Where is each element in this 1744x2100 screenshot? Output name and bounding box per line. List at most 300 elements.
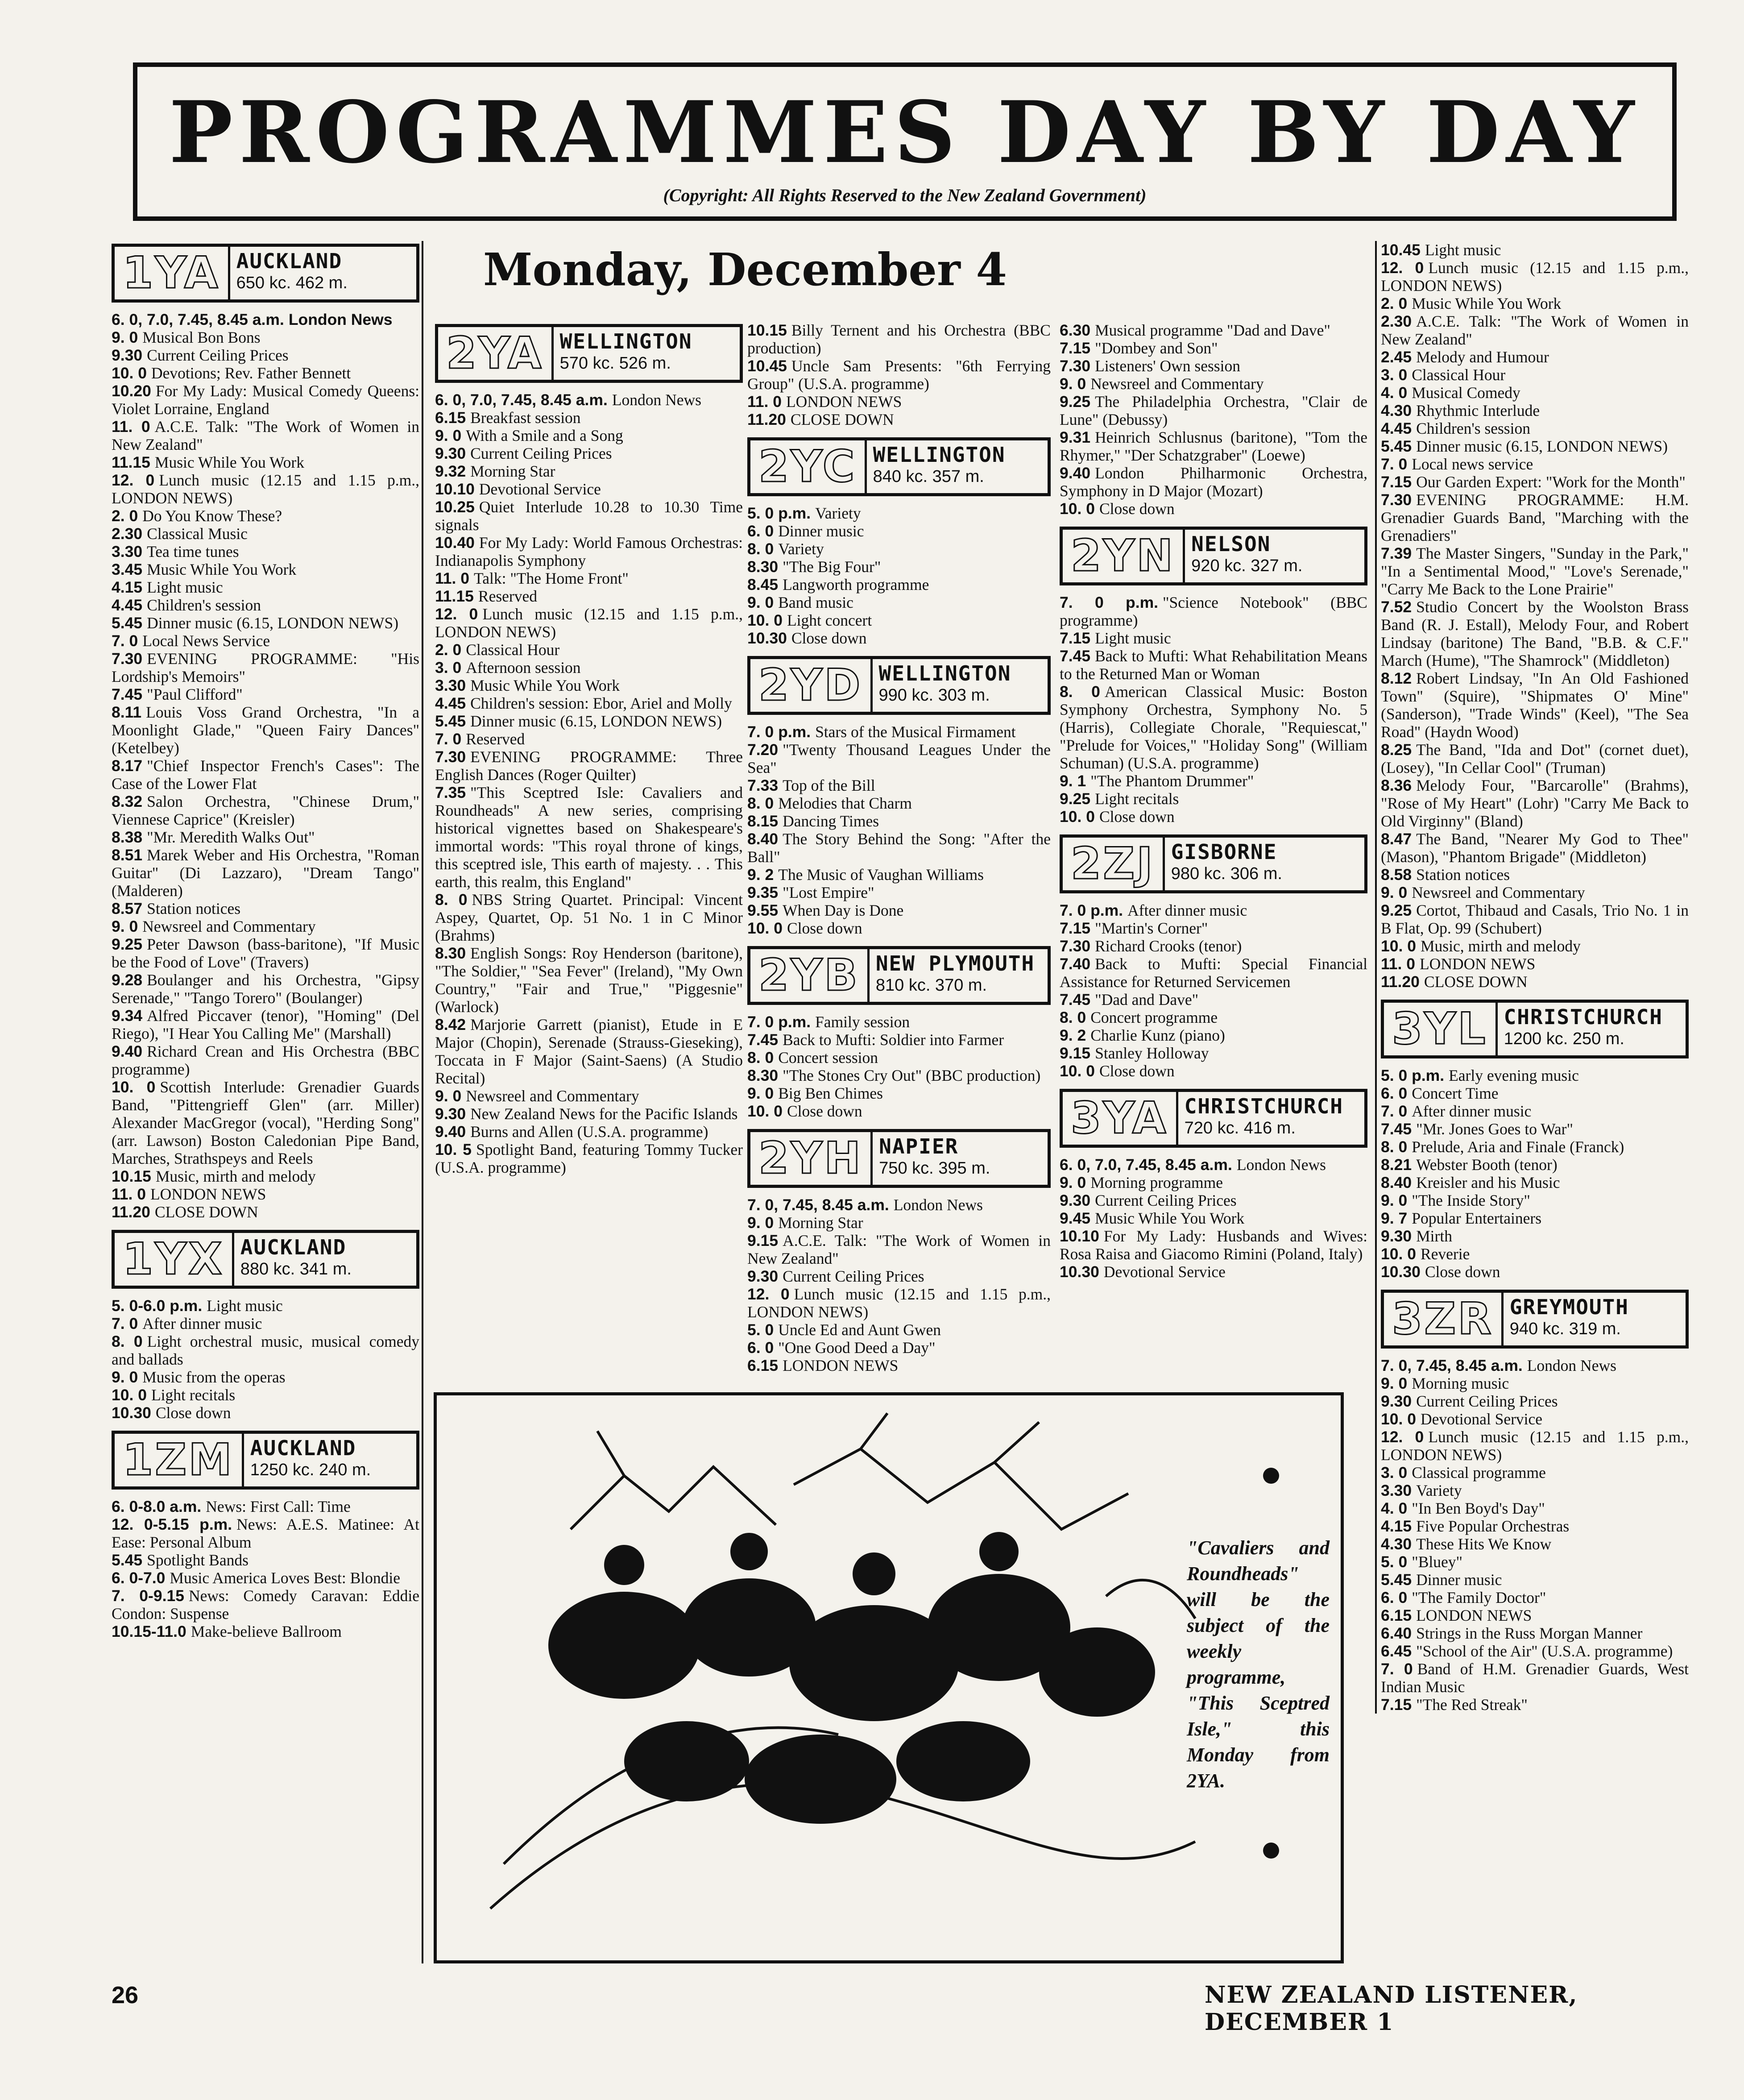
- programme-description: Rhythmic Interlude: [1416, 402, 1540, 419]
- programme-time: 8.40: [1381, 1174, 1412, 1191]
- programme-entry: [747, 629, 1051, 647]
- programme-time: 7.35: [435, 784, 466, 801]
- programme-entry: [1060, 772, 1367, 790]
- programme-description: American Classical Music: Boston Symphony Orchestra, Symphony No. 5 (Harris), Collegiate Chorale, "Requiescat," "Prelude for Voices," "Holiday Song" (William Schuman) (U.S.A. programme): [1060, 683, 1367, 772]
- programme-description: News: First Call: Time: [206, 1498, 351, 1515]
- programme-entry: [1381, 1571, 1689, 1589]
- programme-time: 11.20: [1381, 973, 1420, 991]
- programme-description: Light recitals: [1095, 790, 1179, 808]
- programme-entry: [1060, 321, 1367, 339]
- programme-time: 8.40: [747, 830, 779, 848]
- programme-time: 10.45: [1381, 241, 1421, 259]
- page-number: 26: [112, 1982, 139, 2009]
- programme-time: 9. 0: [435, 427, 462, 444]
- station-info: [230, 247, 416, 299]
- programme-time: 10.20: [112, 382, 151, 400]
- programme-entry: [1060, 1026, 1367, 1044]
- programme-entry: [1381, 491, 1689, 544]
- programme-entry: [435, 587, 743, 605]
- programme-time: 3. 0: [1381, 366, 1408, 384]
- programme-time: 9. 0: [1060, 375, 1086, 393]
- programme-entry: [1060, 901, 1367, 919]
- programme-entry: [1381, 455, 1689, 473]
- station-frequency: 880 kc. 341 m.: [240, 1260, 352, 1278]
- programme-entry: [1381, 402, 1689, 419]
- programme-time: 6.15: [1381, 1606, 1412, 1624]
- programme-time: 12. 0: [747, 1285, 790, 1303]
- programme-description: London News: [612, 391, 701, 409]
- programme-time: 8.36: [1381, 776, 1412, 794]
- programme-time: 5.45: [112, 1551, 143, 1569]
- programme-entry: [747, 1267, 1051, 1285]
- station-header: [747, 437, 1051, 496]
- programme-description: "Martin's Corner": [1095, 919, 1208, 937]
- programme-entry: [1381, 1156, 1689, 1174]
- station-frequency: 750 kc. 395 m.: [879, 1159, 990, 1178]
- programme-description: Newsreel and Commentary: [1090, 375, 1264, 393]
- programme-entry: [112, 328, 419, 346]
- programme-entry: [112, 632, 419, 650]
- programme-description: Back to Mufti: What Rehabilitation Means to the Returned Man or Woman: [1060, 647, 1367, 683]
- programme-entry: [112, 917, 419, 935]
- programme-entry: [1381, 1245, 1689, 1263]
- programme-entry: [112, 1368, 419, 1386]
- programme-description: Boulanger and his Orchestra, "Gipsy Serenade," "Tango Torero" (Boulanger): [112, 971, 419, 1007]
- programme-description: Morning Star: [470, 462, 555, 480]
- station-block: [747, 946, 1051, 1126]
- programme-time: 10.40: [435, 534, 475, 552]
- programme-description: A.C.E. Talk: "The Work of Women in New Zealand": [1381, 312, 1689, 348]
- programme-entry: [112, 935, 419, 971]
- station-frequency: 980 kc. 306 m.: [1171, 864, 1282, 883]
- programme-description: A.C.E. Talk: "The Work of Women in New Zealand": [112, 418, 420, 453]
- programme-description: Charlie Kunz (piano): [1090, 1026, 1225, 1044]
- programme-description: Musical programme "Dad and Dave": [1095, 321, 1330, 339]
- programme-description: Stanley Holloway: [1095, 1044, 1209, 1062]
- programme-entry: [1381, 830, 1689, 866]
- programme-time: 4.30: [1381, 402, 1412, 419]
- programme-time: 8.58: [1381, 866, 1412, 884]
- spacer: [747, 428, 1051, 435]
- programme-time: 9.40: [1060, 464, 1091, 482]
- programme-entry: [1381, 384, 1689, 402]
- programme-time: 9. 0: [1381, 1374, 1408, 1392]
- programme-entry: [1381, 866, 1689, 884]
- programme-entry: [747, 1285, 1051, 1321]
- programme-entry: [112, 685, 419, 703]
- programme-time: 8. 0: [1060, 1008, 1086, 1026]
- programme-time: 10. 0: [1381, 1410, 1416, 1428]
- programme-entry: [1381, 901, 1689, 937]
- programme-description: Cortot, Thibaud and Casals, Trio No. 1 in B Flat, Op. 99 (Schubert): [1381, 901, 1689, 937]
- copyright-notice: (Copyright: All Rights Reserved to the New Zealand Government): [663, 185, 1147, 205]
- programme-description: Peter Dawson (bass-baritone), "If Music be the Food of Love" (Travers): [112, 935, 419, 971]
- programme-time: 9. 0: [1381, 884, 1408, 901]
- programme-time: 9.28: [112, 971, 143, 989]
- programme-description: Webster Booth (tenor): [1416, 1156, 1558, 1174]
- station-info: [870, 949, 1048, 1002]
- programme-description: "Lost Empire": [783, 884, 874, 901]
- programme-description: The Music of Vaughan Williams: [778, 866, 984, 884]
- programme-time: 9.45: [1060, 1209, 1091, 1227]
- programme-description: Band music: [778, 593, 853, 611]
- programme-description: Variety: [778, 540, 824, 558]
- programme-description: Local News Service: [142, 632, 270, 650]
- programme-entry: [747, 321, 1051, 357]
- programme-description: "Mr. Jones Goes to War": [1416, 1120, 1573, 1138]
- programme-time: 10. 0: [747, 919, 783, 937]
- programme-description: Lunch music (12.15 and 1.15 p.m., LONDON NEWS): [112, 471, 419, 507]
- programme-description: Early evening music: [1449, 1067, 1579, 1084]
- programme-description: "Chief Inspector French's Cases": The Case of the Lower Flat: [112, 757, 419, 793]
- programme-entry: [112, 1498, 419, 1515]
- programme-entry: [435, 462, 743, 480]
- programme-description: Strings in the Russ Morgan Manner: [1416, 1624, 1643, 1642]
- programme-description: Close down: [1425, 1263, 1500, 1281]
- programme-description: "One Good Deed a Day": [778, 1339, 936, 1357]
- programme-entry: [747, 504, 1051, 522]
- programme-time: 12. 0: [112, 471, 155, 489]
- page-title: PROGRAMMES DAY BY DAY: [169, 83, 1641, 182]
- programme-description: Uncle Sam Presents: "6th Ferrying Group" (U.S.A. programme): [747, 357, 1051, 393]
- programme-description: Close down: [787, 1102, 862, 1120]
- programme-time: 7. 0: [1381, 1102, 1408, 1120]
- programme-time: 5.45: [435, 712, 466, 730]
- programme-description: With a Smile and a Song: [466, 427, 623, 444]
- programme-entry: [112, 507, 419, 525]
- programme-time: 8. 0: [1381, 1138, 1408, 1156]
- column-1: [112, 241, 419, 1647]
- programme-description: Devotional Service: [1420, 1410, 1543, 1428]
- programme-time: 6.15: [435, 409, 466, 427]
- programme-time: 2.45: [1381, 348, 1412, 366]
- programme-description: Talk: "The Home Front": [474, 569, 629, 587]
- programme-description: Tea time tunes: [147, 543, 239, 560]
- programme-entry: [435, 605, 743, 641]
- programme-time: 7.15: [1381, 1696, 1412, 1714]
- programme-time: 8. 0: [747, 794, 774, 812]
- programme-description: Lunch music (12.15 and 1.15 p.m., LONDON NEWS): [1381, 259, 1689, 295]
- programme-time: 4.45: [435, 694, 466, 712]
- station-info: [234, 1233, 416, 1286]
- programme-description: Music While You Work: [147, 560, 297, 578]
- station-header: [1060, 834, 1367, 893]
- programme-entry: [747, 357, 1051, 393]
- station-code: 1ZM: [115, 1434, 244, 1486]
- programme-entry: [747, 866, 1051, 884]
- programme-time: 9.30: [1381, 1227, 1412, 1245]
- programme-entry: [1060, 629, 1367, 647]
- programme-time: 7.20: [747, 741, 779, 759]
- programme-description: CLOSE DOWN: [790, 411, 894, 428]
- programme-description: "Dad and Dave": [1095, 991, 1199, 1008]
- programme-entry: [435, 427, 743, 444]
- programme-entry: [112, 757, 419, 793]
- programme-description: Big Ben Chimes: [778, 1084, 883, 1102]
- programme-entry: [1060, 1227, 1367, 1263]
- programme-entry: [435, 730, 743, 748]
- programme-entry: [112, 1332, 419, 1368]
- programme-description: Newsreel and Commentary: [466, 1087, 639, 1105]
- programme-description: Dinner music: [1416, 1571, 1502, 1589]
- programme-description: Lunch music (12.15 and 1.15 p.m., LONDON NEWS): [435, 605, 743, 641]
- programme-time: 7.15: [1060, 629, 1091, 647]
- programme-time: 9. 0: [112, 1368, 138, 1386]
- station-city: NEW PLYMOUTH: [875, 951, 1035, 975]
- programme-time: 8.38: [112, 828, 143, 846]
- programme-entry: [112, 346, 419, 364]
- programme-time: 10. 5: [435, 1141, 472, 1158]
- station-code: 1YA: [115, 247, 230, 299]
- station-city: CHRISTCHURCH: [1504, 1005, 1663, 1029]
- programme-time: 9.30: [435, 1105, 466, 1123]
- programme-description: "Twenty Thousand Leagues Under the Sea": [747, 741, 1051, 776]
- programme-entry: [747, 794, 1051, 812]
- programme-description: Musical Bon Bons: [142, 328, 261, 346]
- programme-time: 3. 0: [1381, 1464, 1408, 1482]
- programme-description: London News: [1527, 1357, 1616, 1374]
- programme-entry: [1381, 598, 1689, 669]
- programme-entry: [112, 543, 419, 560]
- programme-description: "Paul Clifford": [147, 685, 243, 703]
- programme-entry: [112, 525, 419, 543]
- programme-entry: [747, 558, 1051, 576]
- programme-time: 9. 0: [1381, 1191, 1408, 1209]
- programme-description: The Philadelphia Orchestra, "Clair de Lune" (Debussy): [1060, 393, 1367, 428]
- programme-description: Children's session: [147, 596, 261, 614]
- programme-entry: [1060, 1008, 1367, 1026]
- programme-description: The Master Singers, "Sunday in the Park," "In a Sentimental Mood," "Love's Serenade," "Carry Me Back to the Lone Prairie": [1381, 544, 1689, 598]
- programme-description: Close down: [787, 919, 862, 937]
- programme-time: 4. 0: [1381, 1499, 1408, 1517]
- programme-entry: [1060, 375, 1367, 393]
- programme-entry: [1060, 593, 1367, 629]
- programme-time: 8.30: [747, 1067, 779, 1084]
- station-block: [747, 321, 1051, 435]
- programme-time: 12. 0: [1381, 259, 1424, 277]
- programme-time: 9.25: [1060, 393, 1091, 411]
- programme-entry: [1381, 1067, 1689, 1084]
- programme-time: 8. 0: [435, 891, 468, 909]
- station-header: [1060, 1089, 1367, 1148]
- programme-time: 12. 0-5.15 p.m.: [112, 1515, 232, 1533]
- programme-time: 7.39: [1381, 544, 1412, 562]
- station-city: WELLINGTON: [873, 443, 1006, 467]
- spacer: [1060, 826, 1367, 832]
- programme-entry: [1060, 464, 1367, 500]
- programme-entry: [747, 776, 1051, 794]
- programme-time: 5. 0 p.m.: [1381, 1067, 1445, 1084]
- programme-entry: [1381, 1660, 1689, 1696]
- programme-time: 8. 0: [747, 540, 774, 558]
- station-code: 2YA: [438, 327, 554, 380]
- programme-entry: [112, 1167, 419, 1185]
- column-5: [1381, 241, 1689, 1720]
- programme-time: 7.30: [1381, 491, 1412, 509]
- programme-time: 2. 0: [112, 507, 138, 525]
- programme-entry: [747, 1031, 1051, 1049]
- programme-time: 11. 0: [747, 393, 782, 411]
- programme-description: The Band, "Ida and Dot" (cornet duet), (Losey), "In Cellar Cool" (Truman): [1381, 741, 1689, 776]
- station-frequency: 920 kc. 327 m.: [1191, 556, 1303, 575]
- programme-description: Mirth: [1416, 1227, 1452, 1245]
- programme-entry: [112, 418, 419, 453]
- header-banner: [133, 62, 1677, 221]
- programme-time: 10. 0: [1381, 937, 1416, 955]
- programme-time: 8.57: [112, 900, 143, 917]
- programme-entry: [1381, 419, 1689, 437]
- programme-description: Variety: [1416, 1482, 1462, 1499]
- programme-time: 2. 0: [435, 641, 462, 659]
- programme-description: "Dombey and Son": [1095, 339, 1218, 357]
- programme-time: 8.15: [747, 812, 779, 830]
- station-header: [112, 1230, 419, 1289]
- station-city: NAPIER: [879, 1134, 959, 1158]
- programme-time: 7.15: [1381, 473, 1412, 491]
- programme-entry: [435, 694, 743, 712]
- programme-entry: [1060, 919, 1367, 937]
- programme-time: 8.45: [747, 576, 779, 593]
- programme-description: LONDON NEWS: [786, 393, 902, 411]
- programme-description: Concert Time: [1412, 1084, 1499, 1102]
- programme-entry: [747, 1357, 1051, 1374]
- programme-entry: [1060, 683, 1367, 772]
- programme-time: 10.30: [1381, 1263, 1421, 1281]
- station-info: [244, 1434, 416, 1486]
- station-city: AUCKLAND: [240, 1235, 347, 1259]
- station-city: AUCKLAND: [236, 249, 343, 273]
- station-header: [747, 946, 1051, 1005]
- station-frequency: 650 kc. 462 m.: [236, 274, 348, 292]
- programme-description: After dinner music: [1127, 901, 1247, 919]
- programme-description: Music While You Work: [1095, 1209, 1245, 1227]
- programme-entry: [1060, 1263, 1367, 1281]
- programme-time: 7. 0: [435, 730, 462, 748]
- programme-description: Spotlight Band, featuring Tommy Tucker (U.S.A. programme): [435, 1141, 743, 1176]
- station-block: [1381, 1290, 1689, 1720]
- programme-time: 9.25: [1381, 901, 1412, 919]
- programme-time: 8. 0: [112, 1332, 143, 1350]
- programme-time: 7.45: [1060, 991, 1091, 1008]
- programme-time: 7.30: [1060, 937, 1091, 955]
- programme-description: Dinner music (6.15, LONDON NEWS): [147, 614, 399, 632]
- programme-entry: [747, 611, 1051, 629]
- programme-entry: [747, 593, 1051, 611]
- programme-entry: [112, 1623, 419, 1640]
- programme-time: 9. 0: [747, 1084, 774, 1102]
- programme-description: EVENING PROGRAMME: "His Lordship's Memoirs": [112, 650, 419, 685]
- programme-entry: [747, 576, 1051, 593]
- programme-time: 7.52: [1381, 598, 1412, 616]
- programme-description: Louis Voss Grand Orchestra, "In a Moonlight Glade," "Queen Fairy Dances" (Ketelbey): [112, 703, 419, 757]
- programme-time: 7. 0: [112, 1315, 138, 1332]
- programme-description: Classical Music: [147, 525, 248, 543]
- programme-time: 10.25: [435, 498, 475, 516]
- programme-description: Music from the operas: [142, 1368, 286, 1386]
- programme-entry: [435, 784, 743, 891]
- programme-description: Marjorie Garrett (pianist), Etude in E Major (Chopin), Serenade (Strauss-Gieseking), Toccata in F Major (Saint-Saens) (A Studio Recital): [435, 1016, 743, 1087]
- programme-time: 10.15: [112, 1167, 151, 1185]
- programme-time: 8.32: [112, 793, 143, 810]
- programme-description: Concert programme: [1090, 1008, 1218, 1026]
- programme-time: 7.45: [1381, 1120, 1412, 1138]
- programme-description: "This Sceptred Isle: Cavaliers and Roundheads" A new series, comprising historical vignettes based on Shakespeare's immortal words: "This royal throne of kings, this sceptred isle, This earth of majesty. . . This earth, this realm, this England": [435, 784, 743, 891]
- programme-time: 10.30: [1060, 1263, 1099, 1281]
- station-header: [1060, 527, 1367, 585]
- station-header: [112, 1431, 419, 1490]
- programme-entry: [435, 1141, 743, 1176]
- station-header: [435, 324, 743, 383]
- programme-description: Light music: [1095, 629, 1171, 647]
- programme-description: Melody Four, "Barcarolle" (Brahms), "Rose of My Heart" (Lohr) "Carry Me Back to Old Virginny" (Bland): [1381, 776, 1689, 830]
- programme-time: 9. 0: [1060, 1174, 1086, 1191]
- station-header: [1381, 1290, 1689, 1349]
- programme-entry: [747, 741, 1051, 776]
- station-frequency: 990 kc. 303 m.: [878, 686, 990, 705]
- programme-description: Lunch music (12.15 and 1.15 p.m., LONDON NEWS): [1381, 1428, 1689, 1464]
- programme-description: London News: [288, 311, 393, 328]
- programme-description: Morning Star: [778, 1214, 863, 1232]
- programme-entry: [747, 522, 1051, 540]
- programme-description: Musical Comedy: [1412, 384, 1520, 402]
- programme-entry: [1381, 1499, 1689, 1517]
- programme-time: 7.40: [1060, 955, 1091, 973]
- station-code: 3ZR: [1384, 1293, 1504, 1345]
- programme-description: Close down: [791, 629, 867, 647]
- programme-entry: [747, 723, 1051, 741]
- programme-time: 5.45: [1381, 437, 1412, 455]
- programme-description: Children's session: [1416, 419, 1530, 437]
- programme-description: Family session: [815, 1013, 910, 1031]
- programme-description: Alfred Piccaver (tenor), "Homing" (Del Riego), "I Hear You Calling Me" (Marshall): [112, 1007, 419, 1042]
- programme-time: 11. 0: [112, 418, 150, 436]
- programme-entry: [747, 1049, 1051, 1067]
- programme-description: Current Ceiling Prices: [783, 1267, 924, 1285]
- programme-description: Newsreel and Commentary: [142, 917, 316, 935]
- programme-time: 8.30: [747, 558, 779, 576]
- programme-description: Popular Entertainers: [1412, 1209, 1542, 1227]
- programme-time: 2.30: [1381, 312, 1412, 330]
- programme-time: 10. 0: [112, 1386, 147, 1404]
- programme-description: Light concert: [787, 611, 872, 629]
- programme-entry: [435, 444, 743, 462]
- programme-description: Robert Lindsay, "In An Old Fashioned Town" (Squire), "Shipmates O' Mine" (Sanderson), "Trade Winds" (Keel), "The Sea Road" (Haydn Wood): [1381, 669, 1689, 741]
- programme-time: 6. 0, 7.0, 7.45, 8.45 a.m.: [112, 311, 284, 328]
- programme-description: Devotional Service: [479, 480, 601, 498]
- programme-time: 8. 0: [747, 1049, 774, 1067]
- programme-description: After dinner music: [142, 1315, 262, 1332]
- programme-time: 4.45: [112, 596, 143, 614]
- programme-description: Richard Crean and His Orchestra (BBC programme): [112, 1042, 419, 1078]
- programme-time: 7. 0: [112, 632, 138, 650]
- programme-time: 6. 0: [1381, 1084, 1408, 1102]
- programme-time: 7. 0, 7.45, 8.45 a.m.: [1381, 1357, 1523, 1374]
- programme-description: "School of the Air" (U.S.A. programme): [1416, 1642, 1673, 1660]
- programme-time: 11.20: [112, 1203, 150, 1221]
- programme-entry: [1381, 366, 1689, 384]
- programme-time: 7.15: [1060, 339, 1091, 357]
- programme-description: Our Garden Expert: "Work for the Month": [1416, 473, 1686, 491]
- programme-description: Back to Mufti: Special Financial Assistance for Returned Servicemen: [1060, 955, 1367, 991]
- programme-time: 9.15: [1060, 1044, 1091, 1062]
- programme-entry: [112, 1185, 419, 1203]
- station-block: [112, 1230, 419, 1428]
- programme-time: 6. 0: [747, 522, 774, 540]
- programme-time: 6. 0, 7.0, 7.45, 8.45 a.m.: [1060, 1156, 1232, 1174]
- programme-entry: [1381, 1138, 1689, 1156]
- programme-time: 10.15: [747, 321, 787, 339]
- programme-entry: [747, 884, 1051, 901]
